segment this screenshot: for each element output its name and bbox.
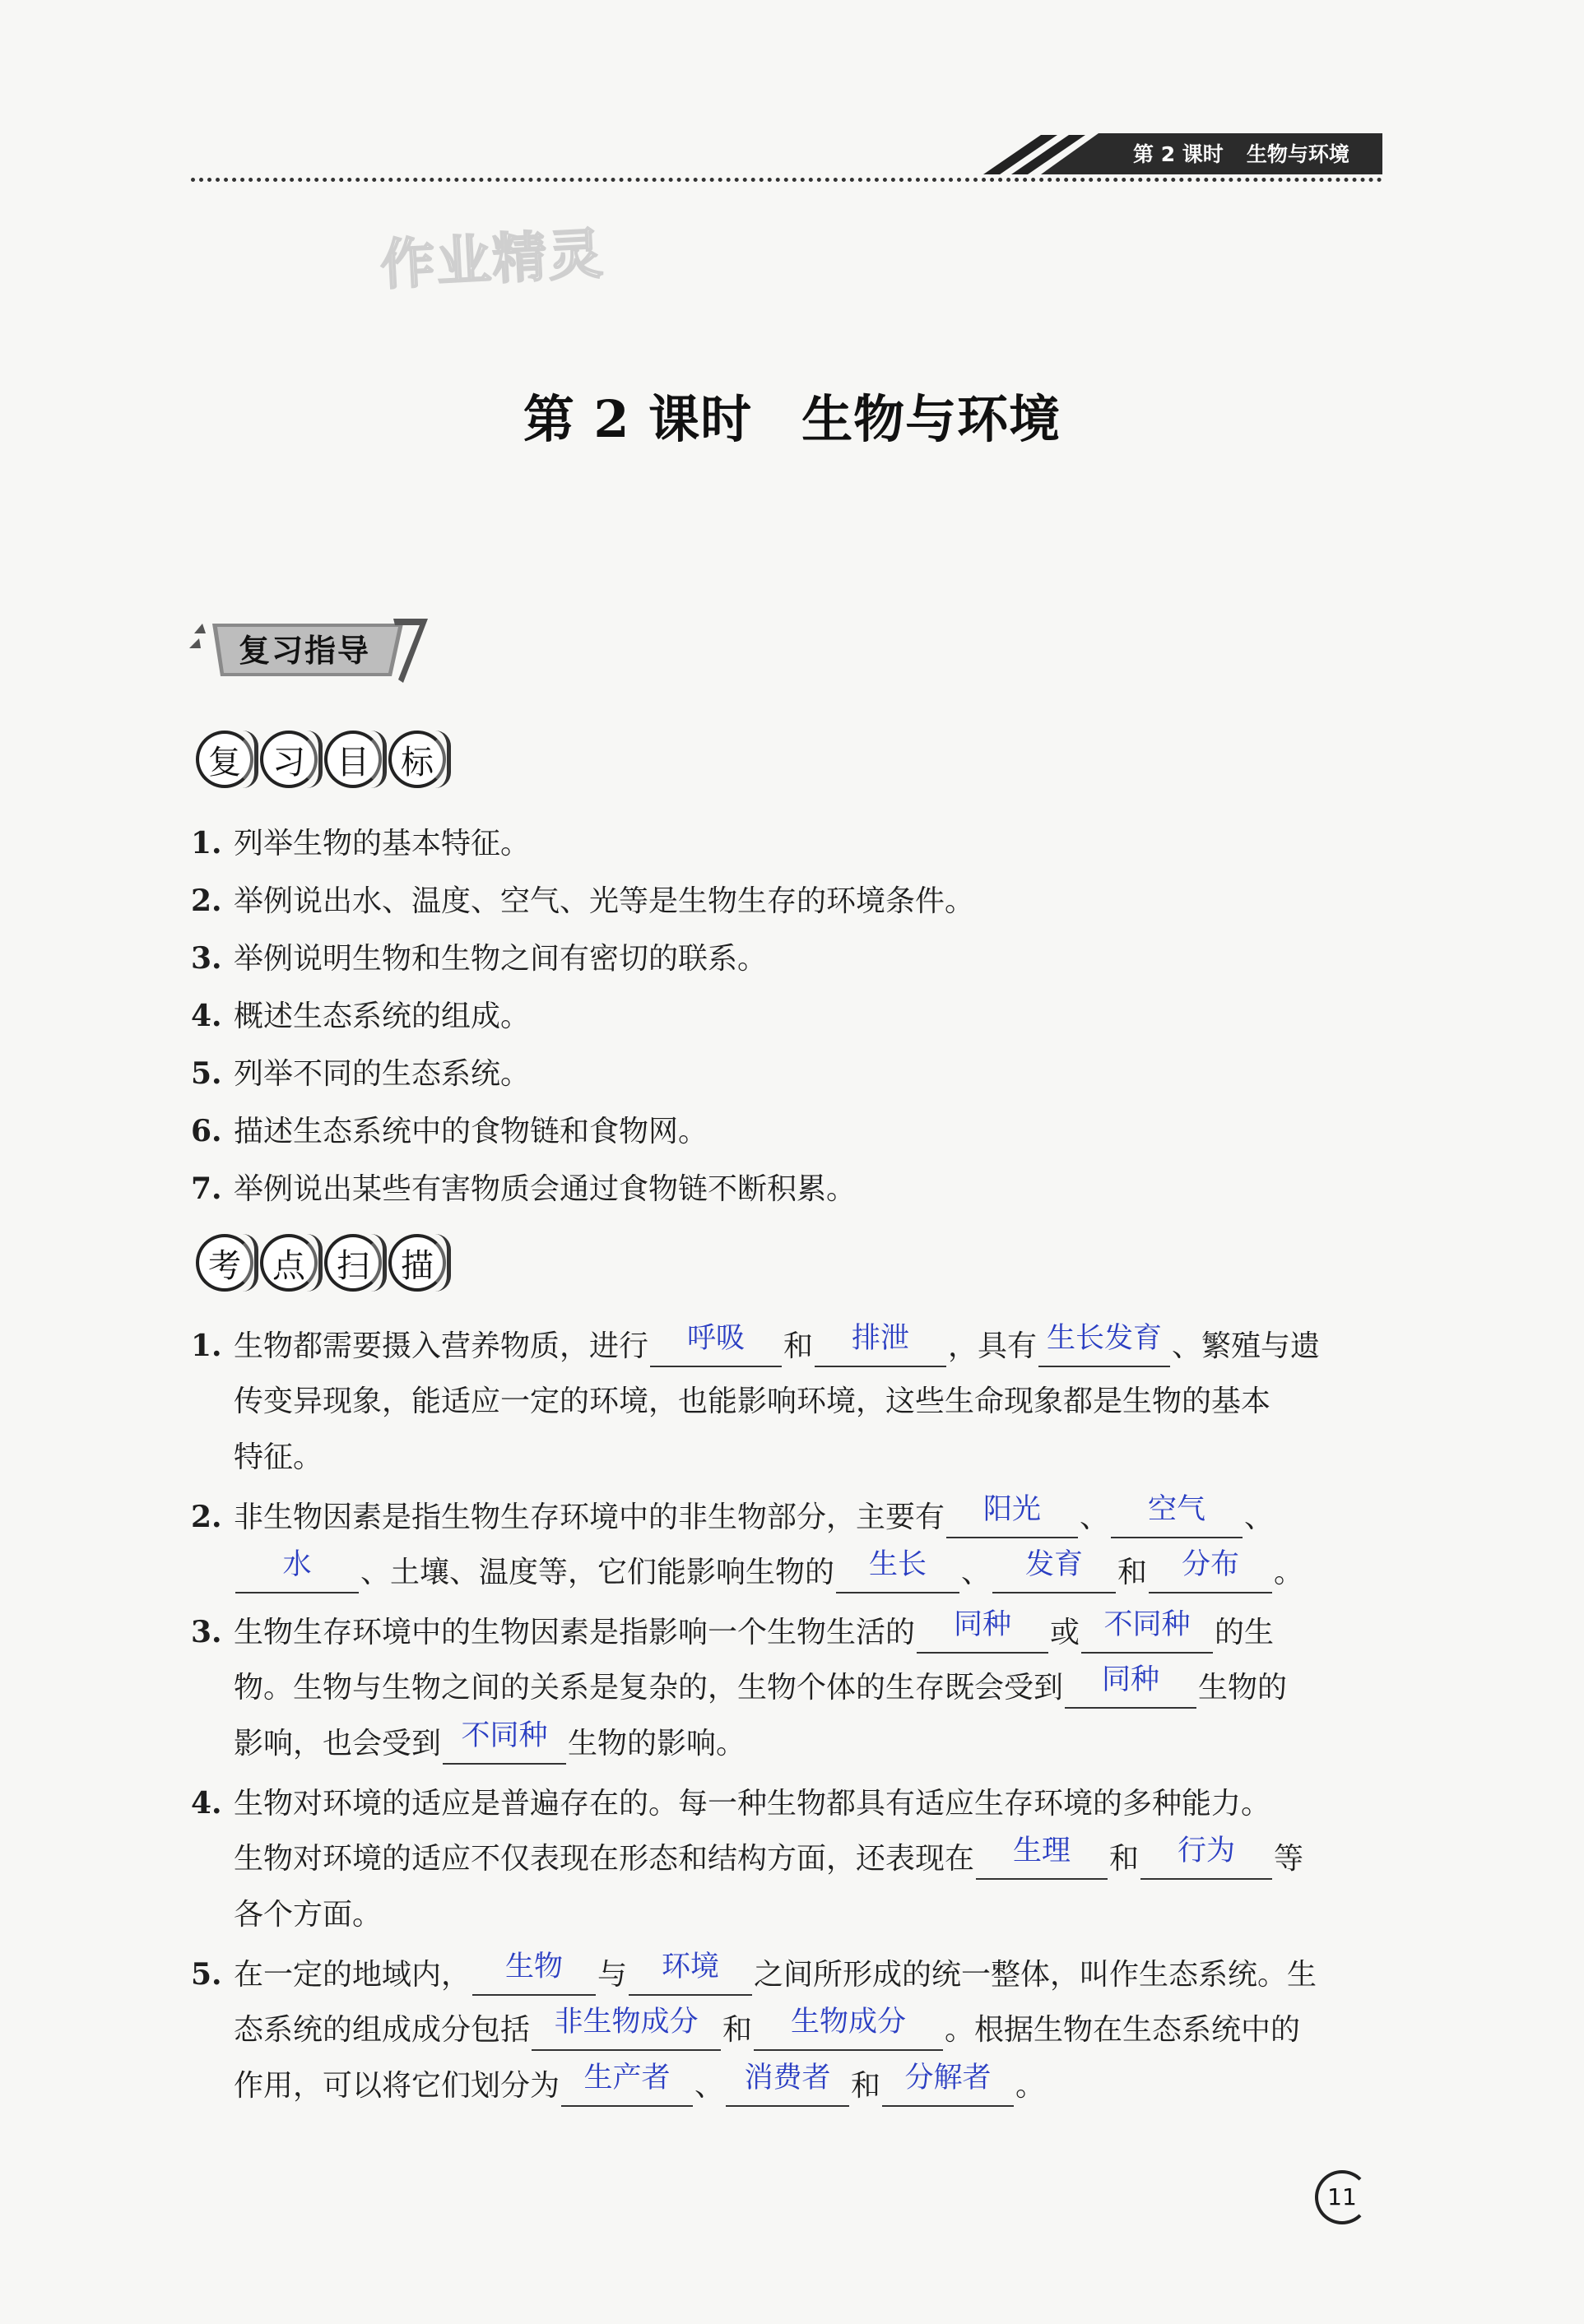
answer-blank[interactable] <box>650 1322 782 1367</box>
answer-blank[interactable] <box>1038 1322 1170 1367</box>
watermark: 作业精灵 <box>379 221 606 298</box>
answer-text: 同种 <box>1102 1663 1160 1696</box>
answer-text: 不同种 <box>1103 1608 1191 1641</box>
item-number: 6. <box>191 1114 222 1148</box>
page-number: 11 <box>1315 2170 1369 2224</box>
item-number: 2. <box>191 884 222 918</box>
title-lesson: 第 2 课时 <box>523 389 753 449</box>
answer-text: 水 <box>282 1548 312 1581</box>
answer-text: 生产者 <box>583 2062 671 2094</box>
scan-heading-char: 描 <box>388 1234 446 1292</box>
answer-blank[interactable] <box>815 1322 946 1367</box>
item-text: 之间所形成的统一整体，叫作生态系统。生 <box>754 1958 1317 1992</box>
item-text: 、 <box>694 2069 725 2103</box>
item-number: 5. <box>191 1056 222 1091</box>
item-number: 2. <box>191 1500 222 1534</box>
answer-blank[interactable] <box>1149 1548 1272 1593</box>
exercise-item <box>191 1946 1392 2114</box>
item-number: 5. <box>191 1957 222 1992</box>
item-text: 生物对环境的适应是普遍存在的。每一种生物都具有适应生存环境的多种能力。 <box>234 1787 1271 1821</box>
scan-heading-char: 点 <box>260 1234 318 1292</box>
exercise-item <box>191 1318 1392 1486</box>
item-text: 非生物因素是指生物生存环境中的非生物部分，主要有 <box>234 1501 945 1534</box>
item-text: 影响，也会受到 <box>234 1727 442 1760</box>
answer-blank[interactable] <box>443 1719 566 1765</box>
answer-text: 生理 <box>1013 1835 1071 1867</box>
item-text: 生物的 <box>1198 1671 1288 1705</box>
answer-text: 消费者 <box>744 2062 831 2094</box>
answer-blank[interactable] <box>1111 1493 1243 1538</box>
item-text: 列举生物的基本特征。 <box>234 827 531 860</box>
answer-text: 不同种 <box>461 1719 548 1752</box>
goals-heading <box>196 731 453 795</box>
item-text: 举例说出水、温度、空气、光等是生物生存的环境条件。 <box>234 884 975 918</box>
item-text: 等 <box>1274 1842 1304 1876</box>
text-line <box>191 1660 1392 1716</box>
item-number: 1. <box>191 1329 222 1363</box>
answer-text: 发育 <box>1025 1548 1084 1581</box>
text-line: 特征。 <box>234 1440 323 1474</box>
answer-blank[interactable] <box>1065 1663 1196 1709</box>
item-text: 、 <box>961 1556 992 1589</box>
answer-blank[interactable] <box>1140 1835 1272 1880</box>
item-text: 在一定的地域内， <box>234 1958 471 1992</box>
item-number: 7. <box>191 1171 222 1206</box>
exercise-item <box>191 1775 1392 1943</box>
scan-heading-char: 考 <box>196 1234 253 1292</box>
text-line <box>191 1545 1392 1601</box>
answer-text: 生长发育 <box>1047 1322 1163 1355</box>
answer-blank[interactable] <box>754 2006 943 2051</box>
answer-text: 行为 <box>1178 1835 1236 1867</box>
item-text: 、土壤、温度等，它们能影响生物的 <box>360 1556 835 1589</box>
item-text: ，具有 <box>948 1329 1038 1363</box>
item-text: 与 <box>597 1958 628 1992</box>
text-line <box>191 1831 1392 1887</box>
item-text: 、 <box>1244 1501 1275 1534</box>
goals-heading-char: 目 <box>324 731 382 788</box>
item-text: 物。生物与生物之间的关系是复杂的，生物个体的生存既会受到 <box>234 1671 1064 1705</box>
item-text: 描述生态系统中的食物链和食物网。 <box>234 1115 708 1148</box>
item-text: 生物生存环境中的生物因素是指影响一个生物生活的 <box>234 1616 916 1649</box>
item-number: 3. <box>191 1615 222 1649</box>
item-text: 和 <box>851 2069 881 2103</box>
text-line: 各个方面。 <box>234 1898 383 1932</box>
item-text: 的生 <box>1215 1616 1275 1649</box>
text-line <box>191 1489 1392 1545</box>
item-text: 。根据生物在生态系统中的 <box>945 2013 1301 2047</box>
text-line <box>191 2058 1392 2114</box>
item-text: 或 <box>1050 1616 1080 1649</box>
answer-blank[interactable] <box>235 1548 359 1593</box>
text-line <box>191 2002 1392 2058</box>
answer-blank[interactable] <box>532 2006 721 2051</box>
scan-heading-char: 扫 <box>324 1234 382 1292</box>
list-item <box>191 1045 1392 1102</box>
exercise-item <box>191 1604 1392 1772</box>
item-text: 概述生态系统的组成。 <box>234 1000 531 1033</box>
answer-text: 排泄 <box>852 1322 910 1355</box>
page-title <box>0 378 1584 452</box>
answer-blank[interactable] <box>472 1951 596 1996</box>
text-line <box>191 1604 1392 1660</box>
list-item <box>191 1160 1392 1218</box>
scan-heading <box>196 1234 453 1298</box>
item-text: 和 <box>1109 1842 1140 1876</box>
item-text: 和 <box>783 1329 814 1363</box>
answer-blank[interactable] <box>917 1608 1048 1654</box>
answer-text: 分布 <box>1182 1548 1240 1581</box>
answer-text: 同种 <box>954 1608 1012 1641</box>
answer-blank[interactable] <box>1081 1608 1213 1654</box>
answer-text: 生物成分 <box>791 2006 907 2039</box>
answer-blank[interactable] <box>836 1548 959 1593</box>
answer-text: 阳光 <box>983 1493 1042 1526</box>
answer-text: 分解者 <box>904 2062 992 2094</box>
goals-heading-char: 习 <box>260 731 318 788</box>
header-tab <box>983 132 1382 174</box>
answer-text: 呼吸 <box>687 1322 746 1355</box>
item-number: 4. <box>191 999 222 1033</box>
answer-blank[interactable] <box>561 2062 693 2107</box>
banner-title: 复习指导 <box>239 633 371 669</box>
header-topic: 生物与环境 <box>1246 142 1349 166</box>
goals-heading-char: 标 <box>388 731 446 788</box>
list-item <box>191 1102 1392 1160</box>
item-text: 和 <box>1117 1556 1148 1589</box>
header-lesson: 第 2 课时 <box>1133 142 1224 166</box>
list-item <box>191 987 1392 1045</box>
answer-blank[interactable] <box>946 1493 1078 1538</box>
answer-text: 空气 <box>1148 1493 1206 1526</box>
review-guide-banner <box>188 601 434 691</box>
item-text: 生物对环境的适应不仅表现在形态和结构方面，还表现在 <box>234 1842 975 1876</box>
answer-blank[interactable] <box>992 1548 1116 1593</box>
item-number: 3. <box>191 941 222 976</box>
goals-heading-char: 复 <box>196 731 253 788</box>
text-line <box>191 1946 1392 2002</box>
item-text: 生物都需要摄入营养物质，进行 <box>234 1329 649 1363</box>
header-text <box>1133 138 1380 171</box>
list-item <box>191 872 1392 930</box>
item-text: 。 <box>1274 1556 1304 1589</box>
answer-text: 生物 <box>505 1951 564 1983</box>
item-number: 1. <box>191 826 222 860</box>
item-text: 态系统的组成成分包括 <box>234 2013 531 2047</box>
exercise-item <box>191 1489 1392 1601</box>
item-number: 4. <box>191 1786 222 1821</box>
list-item <box>191 930 1392 987</box>
answer-text: 非生物成分 <box>554 2006 699 2039</box>
answer-text: 生长 <box>869 1548 927 1581</box>
item-text: 举例说出某些有害物质会通过食物链不断积累。 <box>234 1172 857 1206</box>
item-text: 作用，可以将它们划分为 <box>234 2069 560 2103</box>
text-line: 传变异现象，能适应一定的环境，也能影响环境，这些生命现象都是生物的基本 <box>234 1385 1271 1418</box>
item-text: 和 <box>722 2013 753 2047</box>
item-text: 列举不同的生态系统。 <box>234 1057 531 1091</box>
item-text: 。 <box>1015 2069 1046 2103</box>
goals-list <box>191 814 1392 1218</box>
answer-text: 环境 <box>662 1951 720 1983</box>
title-topic: 生物与环境 <box>801 389 1061 449</box>
answer-blank[interactable] <box>629 1951 752 1996</box>
text-line <box>191 1318 1392 1374</box>
header-divider <box>191 178 1382 182</box>
exercise-list <box>191 1318 1392 2118</box>
item-text: 举例说明生物和生物之间有密切的联系。 <box>234 942 768 976</box>
answer-blank[interactable] <box>726 2062 849 2107</box>
item-text: 、繁殖与遗 <box>1172 1329 1321 1363</box>
text-line <box>191 1775 1392 1831</box>
text-line <box>191 1716 1392 1772</box>
answer-blank[interactable] <box>976 1835 1108 1880</box>
list-item <box>191 814 1392 872</box>
answer-blank[interactable] <box>882 2062 1014 2107</box>
item-text: 、 <box>1080 1501 1110 1534</box>
item-text: 生物的影响。 <box>568 1727 746 1760</box>
